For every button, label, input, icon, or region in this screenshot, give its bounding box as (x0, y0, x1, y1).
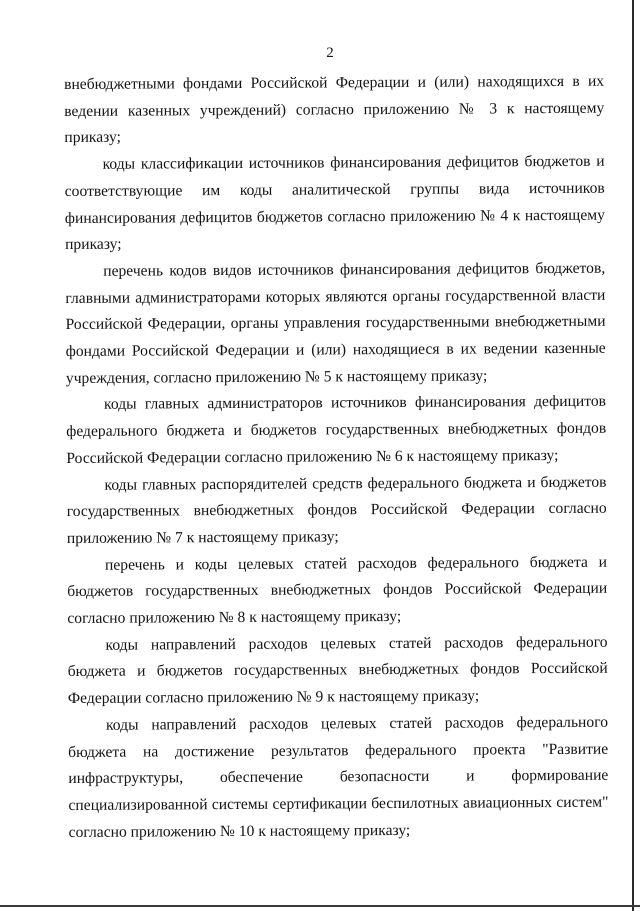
paragraph: коды главных администраторов источников финансирования дефицитов федерального бюджета и бюджетов государственных внебюджетных фондов Российской Федерации согласно приложению № 6 к настоящему приказу; (66, 393, 607, 467)
paragraph: внебюджетными фондами Российской Федерации и (или) находящихся в их ведении казенных учреждений) согласно приложению № 3 к настоящему приказу; (64, 72, 605, 147)
paragraph: перечень кодов видов источников финансирования дефицитов бюджетов, главными администраторами которых являются органы государственной власти Российской Федерации, органы управления государственными внебюджетными фондами Российской Федерации и (или) находящиеся в их ведении казенные учреждения, согласно приложению № 5 к настоящему приказу; (65, 259, 606, 387)
document-body (64, 69, 609, 847)
page-number: 2 (326, 45, 334, 61)
paragraph: перечень и коды целевых статей расходов федерального бюджета и бюджетов государственных внебюджетных фондов Российской Федерации согласно приложению № 8 к настоящему приказу; (67, 553, 608, 628)
paragraph: коды направлений расходов целевых статей расходов федерального бюджета на достижение результатов федерального проекта "Развитие инфраструктуры, обеспечение безопасности и формирование специализированной системы сертификации беспилотных авиационных систем" согласно приложению № 10 к настоящему приказу; (68, 713, 609, 841)
paragraph: коды главных распорядителей средств федерального бюджета и бюджетов государственных внебюджетных фондов Российской Федерации согласно приложению № 7 к настоящему приказу; (66, 473, 607, 547)
scan-edge-right (632, 0, 634, 911)
scan-edge-bottom (0, 905, 640, 907)
paragraph: коды направлений расходов целевых статей расходов федерального бюджета и бюджетов государственных внебюджетных фондов Российской Федерации согласно приложению № 9 к настоящему приказу; (67, 633, 608, 708)
paragraph: коды классификации источников финансирования дефицитов бюджетов и соответствующие им коды аналитической группы вида источников финансирования дефицитов бюджетов согласно приложению № 4 к настоящему приказу; (64, 152, 605, 254)
